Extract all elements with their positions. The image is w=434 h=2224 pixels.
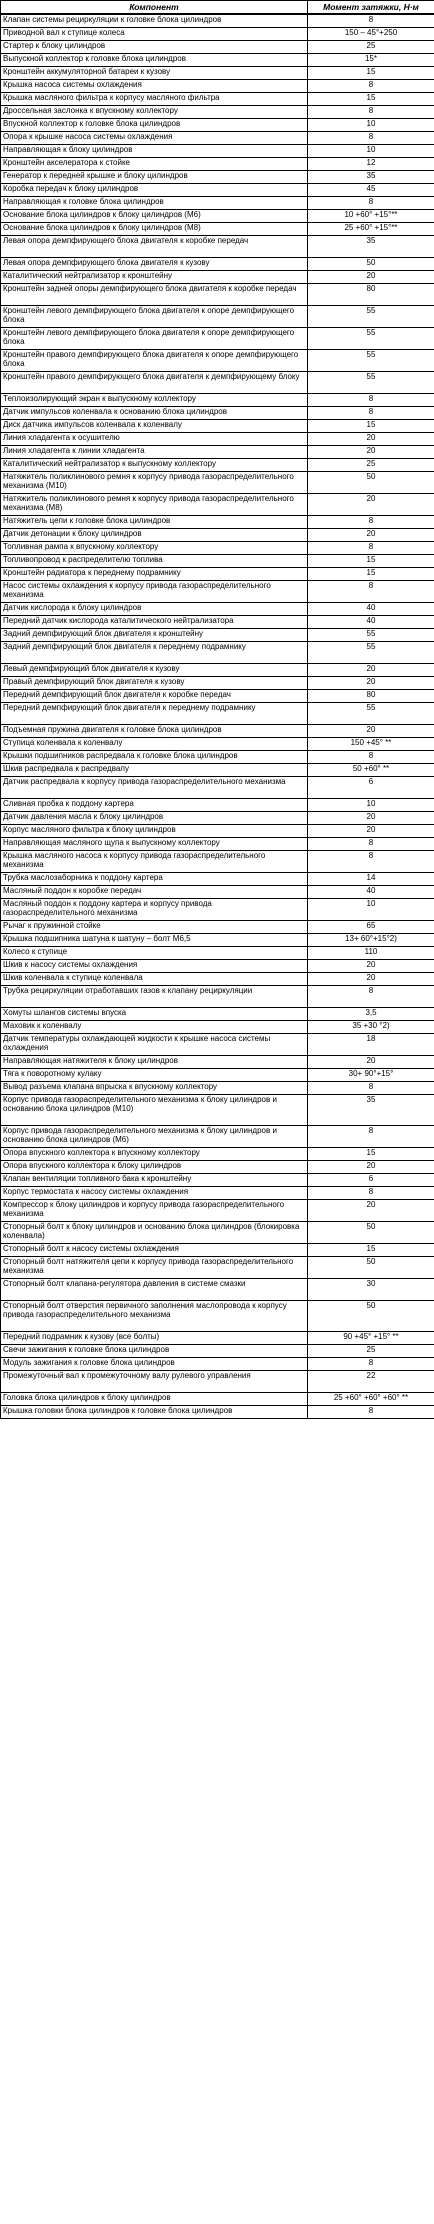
- table-row: [1, 764, 434, 777]
- torque-cell: 8: [308, 581, 434, 603]
- table-row: [1, 1056, 434, 1069]
- torque-cell: 8: [308, 394, 434, 407]
- torque-cell: 30+ 90°+15°: [308, 1069, 434, 1082]
- torque-cell: 150 – 45°+250: [308, 28, 434, 41]
- table-row: [1, 372, 434, 394]
- table-row: [1, 1082, 434, 1095]
- component-cell: Трубка маслозаборника к поддону картера: [1, 873, 308, 886]
- table-row: [1, 799, 434, 812]
- torque-cell: 25 +60° +60° +60° **: [308, 1393, 434, 1406]
- table-row: [1, 14, 434, 28]
- torque-cell: 40: [308, 616, 434, 629]
- component-cell: Опора впускного коллектора к впускному коллектору: [1, 1148, 308, 1161]
- component-cell: Ступица коленвала к коленвалу: [1, 738, 308, 751]
- torque-cell: 10: [308, 119, 434, 132]
- component-cell: Крышка подшипника шатуна к шатуну – болт М6,5: [1, 934, 308, 947]
- component-cell: Впускной коллектор к головке блока цилиндров: [1, 119, 308, 132]
- torque-cell: 8: [308, 1358, 434, 1371]
- table-row: [1, 1358, 434, 1371]
- torque-cell: 55: [308, 350, 434, 372]
- table-row: [1, 119, 434, 132]
- torque-cell: 8: [308, 80, 434, 93]
- component-cell: Основание блока цилиндров к блоку цилиндров (М6): [1, 210, 308, 223]
- component-cell: Натяжитель цепи к головке блока цилиндров: [1, 516, 308, 529]
- torque-cell: 8: [308, 106, 434, 119]
- table-row: [1, 145, 434, 158]
- component-cell: Передний датчик кислорода каталитического нейтрализатора: [1, 616, 308, 629]
- table-row: [1, 1148, 434, 1161]
- table-row: [1, 306, 434, 328]
- torque-cell: 8: [308, 1126, 434, 1148]
- table-row: [1, 703, 434, 725]
- torque-cell: 8: [308, 132, 434, 145]
- torque-cell: 65: [308, 921, 434, 934]
- component-cell: Датчик давления масла к блоку цилиндров: [1, 812, 308, 825]
- table-row: [1, 603, 434, 616]
- component-cell: Масляный поддон к коробке передач: [1, 886, 308, 899]
- table-row: [1, 132, 434, 145]
- component-cell: Рычаг к пружинной стойке: [1, 921, 308, 934]
- table-row: [1, 1021, 434, 1034]
- table-row: [1, 973, 434, 986]
- torque-cell: 20: [308, 433, 434, 446]
- component-cell: Выпускной коллектор к головке блока цилиндров: [1, 54, 308, 67]
- table-row: [1, 751, 434, 764]
- component-cell: Линия хладагента к осушителю: [1, 433, 308, 446]
- torque-cell: 25 +60° +15°**: [308, 223, 434, 236]
- torque-cell: 10: [308, 145, 434, 158]
- torque-cell: 20: [308, 529, 434, 542]
- component-cell: Шкив коленвала к ступице коленвала: [1, 973, 308, 986]
- component-cell: Направляющая к головке блока цилиндров: [1, 197, 308, 210]
- torque-cell: 150 +45° **: [308, 738, 434, 751]
- component-cell: Колесо к ступице: [1, 947, 308, 960]
- torque-cell: 20: [308, 446, 434, 459]
- torque-cell: 55: [308, 703, 434, 725]
- table-row: [1, 1244, 434, 1257]
- component-cell: Вывод разъема клапана впрыска к впускному коллектору: [1, 1082, 308, 1095]
- component-cell: Головка блока цилиндров к блоку цилиндров: [1, 1393, 308, 1406]
- component-cell: Тяга к поворотному кулаку: [1, 1069, 308, 1082]
- table-row: [1, 284, 434, 306]
- table-row: [1, 1345, 434, 1358]
- component-cell: Основание блока цилиндров к блоку цилиндров (М8): [1, 223, 308, 236]
- component-cell: Опора впускного коллектора к блоку цилиндров: [1, 1161, 308, 1174]
- torque-cell: 8: [308, 1082, 434, 1095]
- component-cell: Натяжитель поликлинового ремня к корпусу привода газораспределительного механизма (М10): [1, 472, 308, 494]
- table-row: [1, 1393, 434, 1406]
- table-row: [1, 1301, 434, 1332]
- table-row: [1, 581, 434, 603]
- table-row: [1, 210, 434, 223]
- torque-cell: 15: [308, 1244, 434, 1257]
- torque-cell: 8: [308, 751, 434, 764]
- table-row: [1, 986, 434, 1008]
- table-row: [1, 407, 434, 420]
- component-cell: Датчик распредвала к корпусу привода газораспределительного механизма: [1, 777, 308, 799]
- torque-cell: 35: [308, 1095, 434, 1126]
- torque-cell: 15*: [308, 54, 434, 67]
- torque-cell: 20: [308, 677, 434, 690]
- table-row: [1, 677, 434, 690]
- table-row: [1, 899, 434, 921]
- component-cell: Топливная рампа к впускному коллектору: [1, 542, 308, 555]
- component-cell: Правый демпфирующий блок двигателя к кузову: [1, 677, 308, 690]
- torque-cell: 20: [308, 664, 434, 677]
- component-cell: Корпус привода газораспределительного механизма к блоку цилиндров и основанию блока цилиндров (М10): [1, 1095, 308, 1126]
- component-cell: Передний подрамник к кузову (все болты): [1, 1332, 308, 1345]
- component-cell: Стопорный болт клапана-регулятора давления в системе смазки: [1, 1279, 308, 1301]
- component-cell: Крышки подшипников распредвала к головке блока цилиндров: [1, 751, 308, 764]
- table-row: [1, 555, 434, 568]
- component-cell: Задний демпфирующий блок двигателя к переднему подрамнику: [1, 642, 308, 664]
- table-row: [1, 664, 434, 677]
- component-cell: Клапан системы рециркуляции к головке блока цилиндров: [1, 14, 308, 28]
- torque-cell: 80: [308, 690, 434, 703]
- table-row: [1, 886, 434, 899]
- table-row: [1, 838, 434, 851]
- table-row: [1, 472, 434, 494]
- component-cell: Корпус термостата к насосу системы охлаждения: [1, 1187, 308, 1200]
- table-row: [1, 1126, 434, 1148]
- table-row: [1, 80, 434, 93]
- table-row: [1, 851, 434, 873]
- table-row: [1, 271, 434, 284]
- torque-cell: 15: [308, 1148, 434, 1161]
- torque-cell: 50: [308, 472, 434, 494]
- table-row: [1, 1034, 434, 1056]
- component-cell: Крышка масляного насоса к корпусу привода газораспределительного механизма: [1, 851, 308, 873]
- table-row: [1, 171, 434, 184]
- table-row: [1, 433, 434, 446]
- component-cell: Кронштейн правого демпфирующего блока двигателя к демпфирующему блоку: [1, 372, 308, 394]
- component-cell: Натяжитель поликлинового ремня к корпусу привода газораспределительного механизма (М8): [1, 494, 308, 516]
- torque-cell: 110: [308, 947, 434, 960]
- component-cell: Датчик температуры охлаждающей жидкости к крышке насоса системы охлаждения: [1, 1034, 308, 1056]
- component-cell: Шкив к насосу системы охлаждения: [1, 960, 308, 973]
- torque-cell: 40: [308, 886, 434, 899]
- component-cell: Свечи зажигания к головке блока цилиндров: [1, 1345, 308, 1358]
- table-row: [1, 446, 434, 459]
- torque-cell: 30: [308, 1279, 434, 1301]
- torque-cell: 15: [308, 67, 434, 80]
- torque-cell: 55: [308, 372, 434, 394]
- table-row: [1, 328, 434, 350]
- torque-cell: 20: [308, 960, 434, 973]
- torque-cell: 20: [308, 1161, 434, 1174]
- component-cell: Крышка масляного фильтра к корпусу масляного фильтра: [1, 93, 308, 106]
- component-cell: Линия хладагента к линии хладагента: [1, 446, 308, 459]
- component-cell: Стопорный болт к блоку цилиндров и основанию блока цилиндров (блокировка коленвала): [1, 1222, 308, 1244]
- component-cell: Подъемная пружина двигателя к головке блока цилиндров: [1, 725, 308, 738]
- table-row: [1, 960, 434, 973]
- component-cell: Диск датчика импульсов коленвала к коленвалу: [1, 420, 308, 433]
- component-cell: Трубка рециркуляции отработавших газов к клапану рециркуляции: [1, 986, 308, 1008]
- torque-cell: 25: [308, 459, 434, 472]
- table-row: [1, 197, 434, 210]
- table-row: [1, 158, 434, 171]
- component-cell: Корпус масляного фильтра к блоку цилиндров: [1, 825, 308, 838]
- torque-cell: 55: [308, 629, 434, 642]
- component-cell: Кронштейн правого демпфирующего блока двигателя к опоре демпфирующего блока: [1, 350, 308, 372]
- table-row: [1, 1161, 434, 1174]
- table-row: [1, 1187, 434, 1200]
- table-row: [1, 568, 434, 581]
- table-row: [1, 494, 434, 516]
- torque-cell: 8: [308, 407, 434, 420]
- component-cell: Передний демпфирующий блок двигателя к коробке передач: [1, 690, 308, 703]
- torque-cell: 20: [308, 825, 434, 838]
- component-cell: Стопорный болт отверстия первичного заполнения маслопровода к корпусу привода газораспределительного механизма: [1, 1301, 308, 1332]
- torque-cell: 20: [308, 725, 434, 738]
- component-cell: Стопорный болт к насосу системы охлаждения: [1, 1244, 308, 1257]
- table-row: [1, 738, 434, 751]
- torque-cell: 20: [308, 973, 434, 986]
- table-row: [1, 1008, 434, 1021]
- table-body: [1, 14, 434, 1419]
- torque-cell: 55: [308, 306, 434, 328]
- table-row: [1, 825, 434, 838]
- table-row: [1, 629, 434, 642]
- table-row: [1, 777, 434, 799]
- torque-cell: 35 +30 °2): [308, 1021, 434, 1034]
- table-row: [1, 1095, 434, 1126]
- table-row: [1, 873, 434, 886]
- torque-cell: 8: [308, 1187, 434, 1200]
- table-row: [1, 223, 434, 236]
- table-row: [1, 1222, 434, 1244]
- table-row: [1, 690, 434, 703]
- torque-cell: 15: [308, 93, 434, 106]
- component-cell: Дроссельная заслонка к впускному коллектору: [1, 106, 308, 119]
- table-row: [1, 93, 434, 106]
- torque-cell: 50: [308, 1301, 434, 1332]
- table-row: [1, 542, 434, 555]
- table-row: [1, 947, 434, 960]
- torque-cell: 13+ 60°+15°2): [308, 934, 434, 947]
- table-row: [1, 1279, 434, 1301]
- component-cell: Датчик детонации к блоку цилиндров: [1, 529, 308, 542]
- torque-cell: 55: [308, 642, 434, 664]
- component-cell: Сливная пробка к поддону картера: [1, 799, 308, 812]
- component-cell: Крышка насоса системы охлаждения: [1, 80, 308, 93]
- component-cell: Промежуточный вал к промежуточному валу рулевого управления: [1, 1371, 308, 1393]
- component-cell: Левая опора демпфирующего блока двигателя к кузову: [1, 258, 308, 271]
- torque-cell: 15: [308, 568, 434, 581]
- torque-cell: 20: [308, 1056, 434, 1069]
- component-cell: Корпус привода газораспределительного механизма к блоку цилиндров и основанию блока цилиндров (М6): [1, 1126, 308, 1148]
- table-row: [1, 921, 434, 934]
- component-cell: Кронштейн задней опоры демпфирующего блока двигателя к коробке передач: [1, 284, 308, 306]
- torque-cell: 50: [308, 1222, 434, 1244]
- component-cell: Шкив распредвала к распредвалу: [1, 764, 308, 777]
- torque-cell: 40: [308, 603, 434, 616]
- torque-cell: 8: [308, 542, 434, 555]
- torque-cell: 8: [308, 851, 434, 873]
- torque-cell: 15: [308, 555, 434, 568]
- torque-cell: 15: [308, 420, 434, 433]
- table-header-row: [1, 1, 434, 15]
- torque-cell: 50: [308, 1257, 434, 1279]
- torque-cell: 22: [308, 1371, 434, 1393]
- torque-cell: 35: [308, 236, 434, 258]
- torque-cell: 18: [308, 1034, 434, 1056]
- component-cell: Топливопровод к распределителю топлива: [1, 555, 308, 568]
- torque-cell: 8: [308, 516, 434, 529]
- component-cell: Каталитический нейтрализатор к кронштейну: [1, 271, 308, 284]
- component-cell: Кронштейн радиатора к переднему подрамнику: [1, 568, 308, 581]
- torque-cell: 14: [308, 873, 434, 886]
- table-row: [1, 1406, 434, 1419]
- torque-cell: 3,5: [308, 1008, 434, 1021]
- torque-cell: 8: [308, 14, 434, 28]
- component-cell: Хомуты шлангов системы впуска: [1, 1008, 308, 1021]
- header-torque: Момент затяжки, Н·м: [308, 1, 434, 15]
- component-cell: Клапан вентиляции топливного бака к кронштейну: [1, 1174, 308, 1187]
- table-row: [1, 812, 434, 825]
- component-cell: Теплоизолирующий экран к выпускному коллектору: [1, 394, 308, 407]
- header-component: Компонент: [1, 1, 308, 15]
- component-cell: Приводной вал к ступице колеса: [1, 28, 308, 41]
- torque-cell: 35: [308, 171, 434, 184]
- table-row: [1, 67, 434, 80]
- component-cell: Передний демпфирующий блок двигателя к переднему подрамнику: [1, 703, 308, 725]
- torque-cell: 55: [308, 328, 434, 350]
- torque-cell: 8: [308, 197, 434, 210]
- component-cell: Кронштейн левого демпфирующего блока двигателя к опоре демпфирующего блока: [1, 306, 308, 328]
- torque-cell: 6: [308, 1174, 434, 1187]
- torque-cell: 8: [308, 986, 434, 1008]
- torque-cell: 8: [308, 1406, 434, 1419]
- torque-cell: 25: [308, 1345, 434, 1358]
- table-row: [1, 529, 434, 542]
- table-row: [1, 1200, 434, 1222]
- table-row: [1, 420, 434, 433]
- table-row: [1, 41, 434, 54]
- torque-cell: 8: [308, 838, 434, 851]
- torque-cell: 45: [308, 184, 434, 197]
- component-cell: Насос системы охлаждения к корпусу привода газораспределительного механизма: [1, 581, 308, 603]
- component-cell: Опора к крышке насоса системы охлаждения: [1, 132, 308, 145]
- component-cell: Маховик к коленвалу: [1, 1021, 308, 1034]
- torque-cell: 90 +45° +15° **: [308, 1332, 434, 1345]
- table-row: [1, 459, 434, 472]
- component-cell: Модуль зажигания к головке блока цилиндров: [1, 1358, 308, 1371]
- table-row: [1, 350, 434, 372]
- torque-cell: 12: [308, 158, 434, 171]
- component-cell: Стартер к блоку цилиндров: [1, 41, 308, 54]
- torque-cell: 20: [308, 271, 434, 284]
- component-cell: Генератор к передней крышке и блоку цилиндров: [1, 171, 308, 184]
- table-row: [1, 516, 434, 529]
- table-row: [1, 1371, 434, 1393]
- torque-cell: 50: [308, 258, 434, 271]
- torque-cell: 10 +60° +15°**: [308, 210, 434, 223]
- component-cell: Левый демпфирующий блок двигателя к кузову: [1, 664, 308, 677]
- component-cell: Направляющая к блоку цилиндров: [1, 145, 308, 158]
- component-cell: Кронштейн аккумуляторной батареи к кузову: [1, 67, 308, 80]
- component-cell: Левая опора демпфирующего блока двигателя к коробке передач: [1, 236, 308, 258]
- component-cell: Датчик кислорода к блоку цилиндров: [1, 603, 308, 616]
- torque-cell: 20: [308, 494, 434, 516]
- component-cell: Кронштейн акселератора к стойке: [1, 158, 308, 171]
- table-row: [1, 1332, 434, 1345]
- table-row: [1, 1174, 434, 1187]
- table-row: [1, 236, 434, 258]
- table-row: [1, 1069, 434, 1082]
- table-row: [1, 394, 434, 407]
- torque-cell: 20: [308, 812, 434, 825]
- table-row: [1, 616, 434, 629]
- table-row: [1, 1257, 434, 1279]
- component-cell: Каталитический нейтрализатор к выпускному коллектору: [1, 459, 308, 472]
- table-row: [1, 642, 434, 664]
- component-cell: Коробка передач к блоку цилиндров: [1, 184, 308, 197]
- component-cell: Направляющая масляного щупа к выпускному коллектору: [1, 838, 308, 851]
- component-cell: Компрессор к блоку цилиндров и корпусу привода газораспределительного механизма: [1, 1200, 308, 1222]
- component-cell: Задний демпфирующий блок двигателя к кронштейну: [1, 629, 308, 642]
- torque-cell: 10: [308, 799, 434, 812]
- torque-cell: 6: [308, 777, 434, 799]
- torque-cell: 25: [308, 41, 434, 54]
- component-cell: Масляный поддон к поддону картера и корпусу привода газораспределительного механизма: [1, 899, 308, 921]
- table-row: [1, 184, 434, 197]
- component-cell: Крышка головки блока цилиндров к головке блока цилиндров: [1, 1406, 308, 1419]
- component-cell: Датчик импульсов коленвала к основанию блока цилиндров: [1, 407, 308, 420]
- torque-cell: 80: [308, 284, 434, 306]
- torque-cell: 50 +60° **: [308, 764, 434, 777]
- component-cell: Кронштейн левого демпфирующего блока двигателя к опоре демпфирующего блока: [1, 328, 308, 350]
- table-row: [1, 54, 434, 67]
- component-cell: Стопорный болт натяжителя цепи к корпусу привода газораспределительного механизма: [1, 1257, 308, 1279]
- torque-cell: 10: [308, 899, 434, 921]
- table-row: [1, 28, 434, 41]
- table-row: [1, 934, 434, 947]
- torque-cell: 20: [308, 1200, 434, 1222]
- table-row: [1, 106, 434, 119]
- table-row: [1, 258, 434, 271]
- table-row: [1, 725, 434, 738]
- component-cell: Направляющая натяжителя к блоку цилиндров: [1, 1056, 308, 1069]
